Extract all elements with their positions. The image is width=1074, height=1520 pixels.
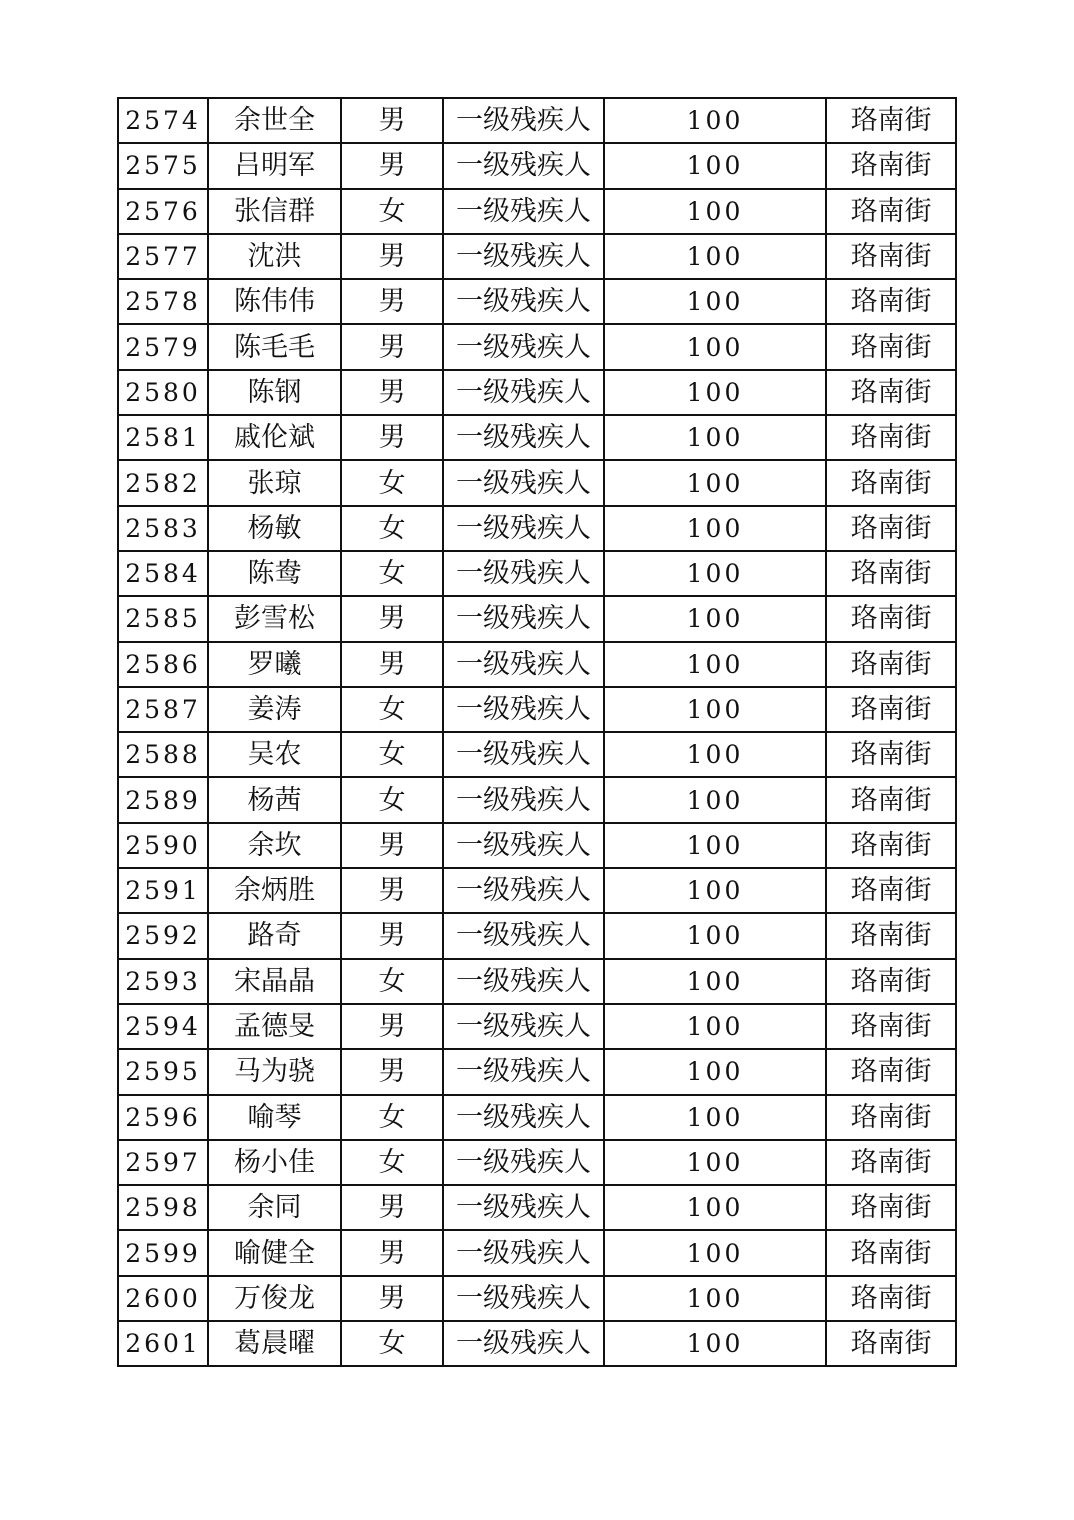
cell-category: 一级残疾人 — [443, 98, 604, 143]
cell-amount: 100 — [604, 1321, 826, 1366]
cell-name: 余世全 — [208, 98, 341, 143]
cell-name: 沈洪 — [208, 234, 341, 279]
cell-number: 2583 — [118, 506, 208, 551]
cell-category: 一级残疾人 — [443, 1276, 604, 1321]
table-row — [118, 415, 956, 460]
cell-name: 陈毛毛 — [208, 324, 341, 369]
table-row — [118, 460, 956, 505]
cell-street: 珞南街 — [826, 1321, 956, 1366]
cell-amount: 100 — [604, 1230, 826, 1275]
table-row — [118, 279, 956, 324]
cell-street: 珞南街 — [826, 234, 956, 279]
cell-number: 2600 — [118, 1276, 208, 1321]
cell-category: 一级残疾人 — [443, 1004, 604, 1049]
cell-number: 2582 — [118, 460, 208, 505]
roster-table — [117, 97, 957, 1367]
cell-number: 2589 — [118, 777, 208, 822]
cell-number: 2588 — [118, 732, 208, 777]
cell-number: 2575 — [118, 143, 208, 188]
cell-amount: 100 — [604, 642, 826, 687]
cell-number: 2586 — [118, 642, 208, 687]
cell-street: 珞南街 — [826, 1140, 956, 1185]
cell-number: 2581 — [118, 415, 208, 460]
cell-category: 一级残疾人 — [443, 642, 604, 687]
cell-gender: 女 — [341, 551, 443, 596]
cell-number: 2587 — [118, 687, 208, 732]
cell-amount: 100 — [604, 959, 826, 1004]
cell-street: 珞南街 — [826, 370, 956, 415]
table-row — [118, 868, 956, 913]
cell-name: 孟德旻 — [208, 1004, 341, 1049]
cell-number: 2580 — [118, 370, 208, 415]
cell-category: 一级残疾人 — [443, 596, 604, 641]
cell-amount: 100 — [604, 460, 826, 505]
cell-amount: 100 — [604, 1095, 826, 1140]
cell-number: 2597 — [118, 1140, 208, 1185]
cell-gender: 女 — [341, 732, 443, 777]
cell-category: 一级残疾人 — [443, 687, 604, 732]
cell-street: 珞南街 — [826, 823, 956, 868]
cell-amount: 100 — [604, 98, 826, 143]
cell-gender: 男 — [341, 279, 443, 324]
cell-gender: 男 — [341, 1276, 443, 1321]
cell-street: 珞南街 — [826, 189, 956, 234]
cell-street: 珞南街 — [826, 143, 956, 188]
cell-number: 2577 — [118, 234, 208, 279]
table-row — [118, 596, 956, 641]
cell-category: 一级残疾人 — [443, 959, 604, 1004]
cell-name: 杨敏 — [208, 506, 341, 551]
cell-amount: 100 — [604, 1185, 826, 1230]
cell-gender: 男 — [341, 823, 443, 868]
cell-category: 一级残疾人 — [443, 370, 604, 415]
cell-gender: 男 — [341, 913, 443, 958]
cell-number: 2596 — [118, 1095, 208, 1140]
cell-name: 陈鸯 — [208, 551, 341, 596]
cell-street: 珞南街 — [826, 415, 956, 460]
cell-number: 2601 — [118, 1321, 208, 1366]
cell-street: 珞南街 — [826, 279, 956, 324]
cell-amount: 100 — [604, 687, 826, 732]
cell-gender: 女 — [341, 777, 443, 822]
table-row — [118, 370, 956, 415]
cell-street: 珞南街 — [826, 98, 956, 143]
cell-street: 珞南街 — [826, 1185, 956, 1230]
cell-gender: 女 — [341, 1321, 443, 1366]
cell-gender: 男 — [341, 234, 443, 279]
cell-gender: 女 — [341, 506, 443, 551]
cell-amount: 100 — [604, 279, 826, 324]
cell-street: 珞南街 — [826, 596, 956, 641]
cell-category: 一级残疾人 — [443, 279, 604, 324]
cell-category: 一级残疾人 — [443, 823, 604, 868]
cell-amount: 100 — [604, 551, 826, 596]
cell-category: 一级残疾人 — [443, 415, 604, 460]
cell-name: 戚伦斌 — [208, 415, 341, 460]
roster-table-body — [118, 98, 956, 1366]
cell-name: 余坎 — [208, 823, 341, 868]
cell-gender: 男 — [341, 324, 443, 369]
cell-name: 彭雪松 — [208, 596, 341, 641]
cell-name: 喻琴 — [208, 1095, 341, 1140]
table-row — [118, 732, 956, 777]
cell-category: 一级残疾人 — [443, 551, 604, 596]
cell-amount: 100 — [604, 415, 826, 460]
table-row — [118, 642, 956, 687]
cell-amount: 100 — [604, 1140, 826, 1185]
cell-name: 陈钢 — [208, 370, 341, 415]
cell-amount: 100 — [604, 143, 826, 188]
cell-number: 2574 — [118, 98, 208, 143]
cell-number: 2595 — [118, 1049, 208, 1094]
cell-category: 一级残疾人 — [443, 1321, 604, 1366]
cell-number: 2598 — [118, 1185, 208, 1230]
cell-category: 一级残疾人 — [443, 506, 604, 551]
table-row — [118, 1004, 956, 1049]
table-row — [118, 189, 956, 234]
cell-category: 一级残疾人 — [443, 1140, 604, 1185]
cell-amount: 100 — [604, 1049, 826, 1094]
cell-gender: 男 — [341, 1049, 443, 1094]
cell-street: 珞南街 — [826, 868, 956, 913]
cell-name: 姜涛 — [208, 687, 341, 732]
table-row — [118, 324, 956, 369]
cell-street: 珞南街 — [826, 959, 956, 1004]
cell-category: 一级残疾人 — [443, 189, 604, 234]
table-row — [118, 1095, 956, 1140]
cell-number: 2579 — [118, 324, 208, 369]
cell-street: 珞南街 — [826, 642, 956, 687]
cell-number: 2592 — [118, 913, 208, 958]
table-row — [118, 551, 956, 596]
cell-category: 一级残疾人 — [443, 324, 604, 369]
cell-street: 珞南街 — [826, 324, 956, 369]
cell-amount: 100 — [604, 596, 826, 641]
cell-gender: 男 — [341, 642, 443, 687]
cell-number: 2578 — [118, 279, 208, 324]
cell-name: 张琼 — [208, 460, 341, 505]
cell-category: 一级残疾人 — [443, 1185, 604, 1230]
cell-amount: 100 — [604, 189, 826, 234]
cell-amount: 100 — [604, 823, 826, 868]
cell-number: 2599 — [118, 1230, 208, 1275]
cell-name: 万俊龙 — [208, 1276, 341, 1321]
table-row — [118, 1049, 956, 1094]
cell-street: 珞南街 — [826, 1004, 956, 1049]
cell-street: 珞南街 — [826, 1095, 956, 1140]
cell-name: 杨小佳 — [208, 1140, 341, 1185]
cell-category: 一级残疾人 — [443, 143, 604, 188]
table-row — [118, 1230, 956, 1275]
table-row — [118, 1140, 956, 1185]
cell-number: 2590 — [118, 823, 208, 868]
cell-category: 一级残疾人 — [443, 1230, 604, 1275]
cell-gender: 男 — [341, 98, 443, 143]
cell-name: 余同 — [208, 1185, 341, 1230]
cell-category: 一级残疾人 — [443, 777, 604, 822]
table-row — [118, 234, 956, 279]
cell-street: 珞南街 — [826, 687, 956, 732]
table-row — [118, 1276, 956, 1321]
cell-category: 一级残疾人 — [443, 868, 604, 913]
cell-name: 路奇 — [208, 913, 341, 958]
cell-amount: 100 — [604, 732, 826, 777]
cell-amount: 100 — [604, 1004, 826, 1049]
cell-gender: 男 — [341, 415, 443, 460]
cell-gender: 女 — [341, 1095, 443, 1140]
cell-category: 一级残疾人 — [443, 732, 604, 777]
cell-amount: 100 — [604, 1276, 826, 1321]
cell-gender: 女 — [341, 1140, 443, 1185]
cell-amount: 100 — [604, 913, 826, 958]
cell-gender: 男 — [341, 1185, 443, 1230]
table-row — [118, 98, 956, 143]
cell-number: 2585 — [118, 596, 208, 641]
cell-street: 珞南街 — [826, 777, 956, 822]
cell-category: 一级残疾人 — [443, 1049, 604, 1094]
cell-gender: 女 — [341, 687, 443, 732]
cell-gender: 男 — [341, 143, 443, 188]
cell-number: 2593 — [118, 959, 208, 1004]
cell-category: 一级残疾人 — [443, 913, 604, 958]
table-row — [118, 143, 956, 188]
cell-number: 2576 — [118, 189, 208, 234]
cell-amount: 100 — [604, 324, 826, 369]
cell-amount: 100 — [604, 777, 826, 822]
cell-street: 珞南街 — [826, 1230, 956, 1275]
cell-street: 珞南街 — [826, 506, 956, 551]
cell-name: 吴农 — [208, 732, 341, 777]
cell-name: 陈伟伟 — [208, 279, 341, 324]
cell-category: 一级残疾人 — [443, 1095, 604, 1140]
table-row — [118, 1185, 956, 1230]
cell-gender: 男 — [341, 596, 443, 641]
cell-street: 珞南街 — [826, 1276, 956, 1321]
cell-gender: 男 — [341, 868, 443, 913]
cell-number: 2594 — [118, 1004, 208, 1049]
cell-name: 宋晶晶 — [208, 959, 341, 1004]
cell-name: 吕明军 — [208, 143, 341, 188]
cell-name: 余炳胜 — [208, 868, 341, 913]
cell-street: 珞南街 — [826, 551, 956, 596]
cell-gender: 女 — [341, 460, 443, 505]
cell-street: 珞南街 — [826, 913, 956, 958]
cell-street: 珞南街 — [826, 460, 956, 505]
cell-amount: 100 — [604, 506, 826, 551]
cell-amount: 100 — [604, 868, 826, 913]
cell-category: 一级残疾人 — [443, 234, 604, 279]
table-row — [118, 1321, 956, 1366]
cell-street: 珞南街 — [826, 732, 956, 777]
cell-name: 罗曦 — [208, 642, 341, 687]
cell-name: 杨茜 — [208, 777, 341, 822]
cell-gender: 女 — [341, 959, 443, 1004]
table-row — [118, 913, 956, 958]
cell-street: 珞南街 — [826, 1049, 956, 1094]
cell-gender: 男 — [341, 1004, 443, 1049]
cell-number: 2584 — [118, 551, 208, 596]
table-row — [118, 687, 956, 732]
cell-category: 一级残疾人 — [443, 460, 604, 505]
cell-name: 张信群 — [208, 189, 341, 234]
cell-number: 2591 — [118, 868, 208, 913]
cell-name: 马为骁 — [208, 1049, 341, 1094]
cell-name: 喻健全 — [208, 1230, 341, 1275]
table-row — [118, 777, 956, 822]
table-row — [118, 506, 956, 551]
table-row — [118, 959, 956, 1004]
cell-gender: 女 — [341, 189, 443, 234]
cell-gender: 男 — [341, 370, 443, 415]
cell-gender: 男 — [341, 1230, 443, 1275]
cell-amount: 100 — [604, 370, 826, 415]
cell-name: 葛晨曜 — [208, 1321, 341, 1366]
cell-amount: 100 — [604, 234, 826, 279]
table-row — [118, 823, 956, 868]
